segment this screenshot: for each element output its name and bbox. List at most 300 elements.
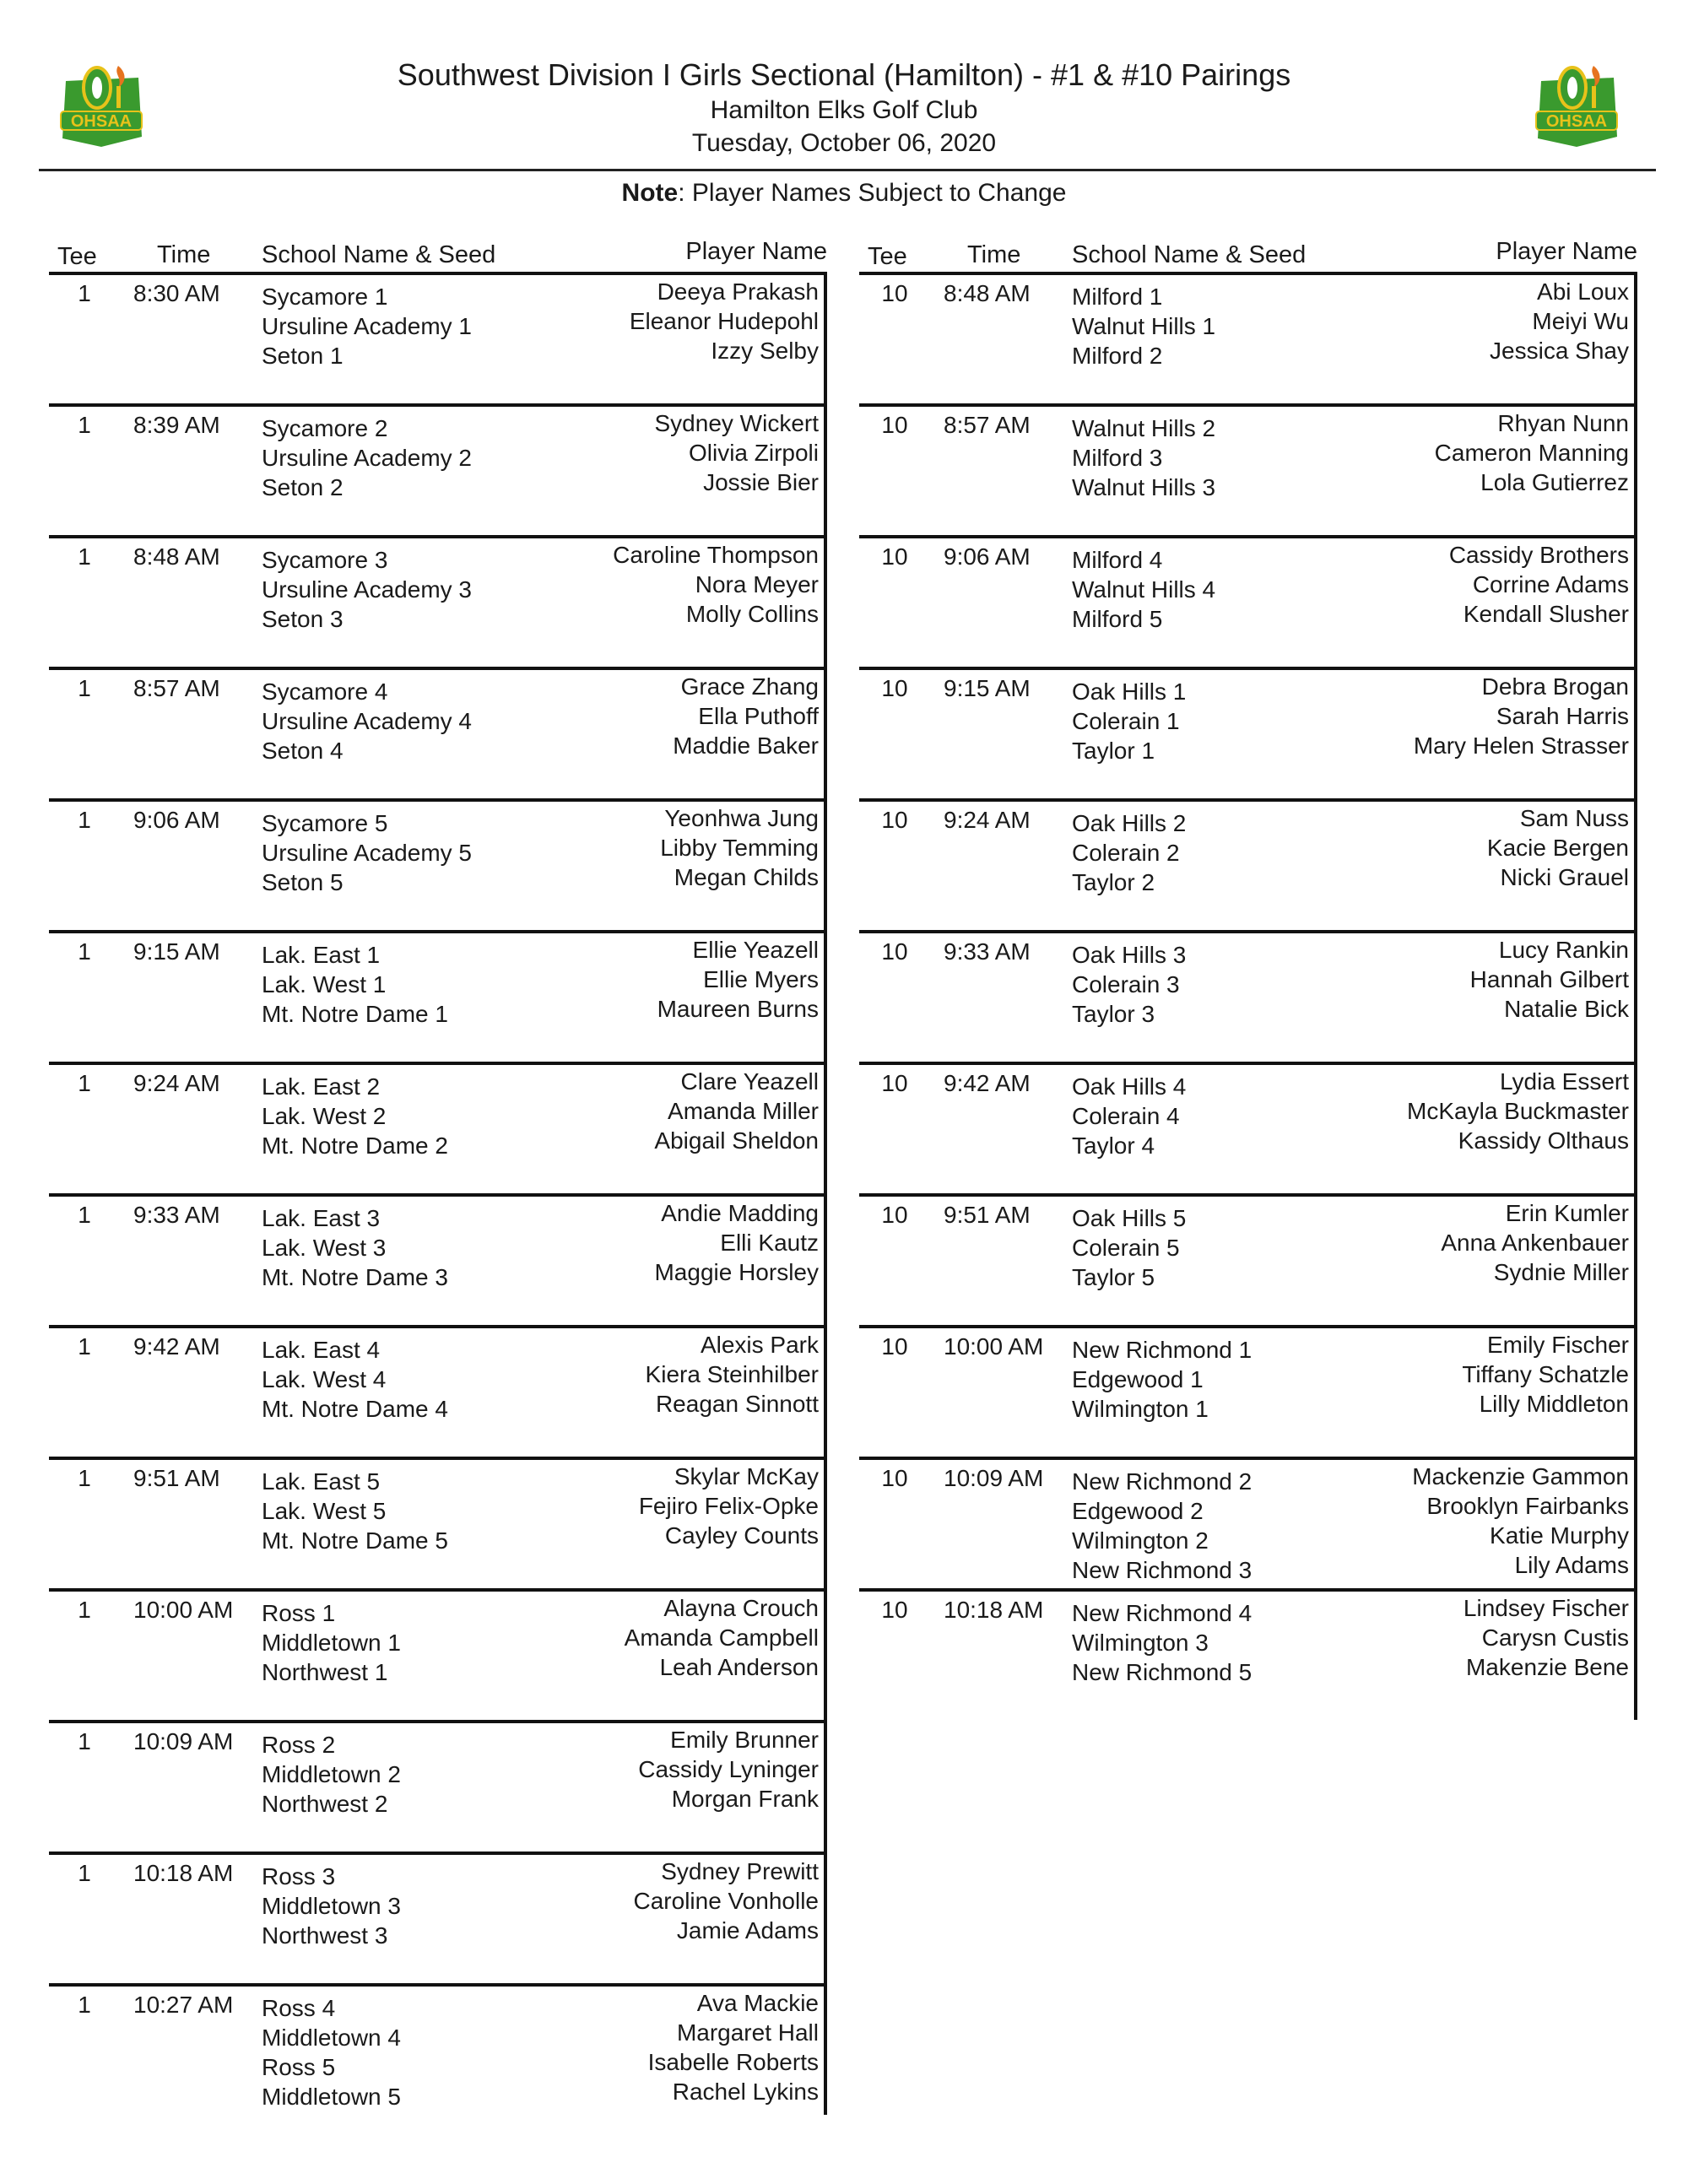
player-list: [646, 1330, 819, 1419]
player-name: Mackenzie Gammon: [1412, 1463, 1629, 1489]
player-name: Amanda Campbell: [624, 1624, 819, 1651]
tee-time: 8:57 AM: [944, 412, 1031, 438]
player-list: [1490, 277, 1629, 365]
tee-number: 1: [78, 938, 91, 965]
pairing-group: [859, 798, 1634, 930]
school-seed: Lak. East 4: [262, 1337, 381, 1363]
tee-number: 1: [78, 412, 91, 438]
player-name: Ava Mackie: [696, 1990, 819, 2016]
school-seed: New Richmond 3: [1072, 1557, 1252, 1583]
school-list: [262, 545, 472, 634]
pairing-group: [49, 1457, 824, 1588]
school-seed: Lak. East 1: [262, 942, 381, 968]
school-seed: Sycamore 5: [262, 810, 388, 836]
player-name: Molly Collins: [685, 601, 819, 627]
school-seed: Wilmington 3: [1072, 1630, 1209, 1656]
player-name: Kiera Steinhilber: [645, 1361, 819, 1387]
player-list: [1470, 935, 1629, 1024]
tee-number: 10: [881, 412, 908, 438]
tee-number: 1: [78, 1860, 91, 1886]
player-list: [1414, 672, 1629, 760]
pairing-group: [859, 1193, 1634, 1325]
school-seed: Lak. West 3: [262, 1235, 387, 1261]
player-name: Debra Brogan: [1481, 673, 1629, 700]
school-seed: Seton 3: [262, 606, 344, 632]
logo-text: OHSAA: [1545, 112, 1608, 131]
tee-time: 9:33 AM: [944, 938, 1031, 965]
school-seed: Ross 3: [262, 1863, 336, 1889]
school-seed: Taylor 4: [1072, 1133, 1155, 1159]
player-name: Emily Fischer: [1486, 1332, 1629, 1358]
player-name: Clare Yeazell: [680, 1068, 819, 1095]
school-seed: Colerain 3: [1072, 971, 1180, 997]
tee-number: 1: [78, 807, 91, 833]
tee-time: 8:39 AM: [133, 412, 220, 438]
player-name: Maggie Horsley: [654, 1259, 819, 1285]
player-name: Lilly Middleton: [1479, 1391, 1629, 1417]
tee-number: 1: [78, 1465, 91, 1491]
player-list: [1435, 408, 1629, 497]
school-list: [1072, 545, 1215, 634]
player-name: Lily Adams: [1514, 1552, 1629, 1578]
player-name: Jessica Shay: [1490, 338, 1629, 364]
player-name: Isabelle Roberts: [647, 2049, 819, 2075]
school-seed: Ross 1: [262, 1600, 336, 1626]
player-name: Cassidy Lyninger: [638, 1756, 819, 1782]
header-tee: Tee: [868, 243, 907, 270]
tee-number: 10: [881, 675, 908, 701]
school-seed: Ursuline Academy 1: [262, 313, 473, 339]
player-name: McKayla Buckmaster: [1407, 1098, 1629, 1124]
pairing-group: [49, 403, 824, 535]
player-name: Leah Anderson: [659, 1654, 819, 1680]
player-name: Fejiro Felix-Opke: [638, 1493, 819, 1519]
player-name: Izzy Selby: [711, 338, 819, 364]
school-seed: Middletown 2: [262, 1761, 401, 1787]
school-list: [262, 1993, 401, 2111]
school-seed: Colerain 2: [1072, 840, 1180, 866]
player-name: Mary Helen Strasser: [1413, 733, 1629, 759]
tee-time: 10:00 AM: [944, 1333, 1044, 1360]
tee-number: 10: [881, 1465, 908, 1491]
pairing-group: [49, 798, 824, 930]
school-seed: Oak Hills 3: [1072, 942, 1187, 968]
school-seed: Colerain 1: [1072, 708, 1180, 734]
player-list: [648, 1988, 819, 2106]
player-name: Anna Ankenbauer: [1441, 1230, 1629, 1256]
player-name: Corrine Adams: [1472, 571, 1629, 597]
school-seed: Ursuline Academy 2: [262, 445, 473, 471]
school-seed: Wilmington 2: [1072, 1527, 1209, 1554]
header-player: Player Name: [1496, 238, 1637, 265]
header-time: Time: [157, 241, 211, 268]
player-list: [655, 408, 820, 497]
pairing-group: [49, 1852, 824, 1983]
school-seed: Milford 3: [1072, 445, 1163, 471]
school-seed: Sycamore 4: [262, 678, 388, 705]
school-seed: Northwest 2: [262, 1791, 388, 1817]
tee-number: 1: [78, 1333, 91, 1360]
tee-time: 9:33 AM: [133, 1202, 220, 1228]
school-seed: Lak. East 3: [262, 1205, 381, 1231]
tee-number: 10: [881, 543, 908, 570]
school-seed: Lak. East 2: [262, 1073, 381, 1100]
player-list: [660, 803, 819, 892]
player-name: Sydney Wickert: [654, 410, 819, 436]
school-seed: Seton 4: [262, 738, 344, 764]
player-name: Amanda Miller: [668, 1098, 819, 1124]
school-list: [262, 1598, 401, 1687]
school-seed: New Richmond 5: [1072, 1659, 1252, 1685]
school-seed: Mt. Notre Dame 4: [262, 1396, 448, 1422]
player-name: Emily Brunner: [670, 1727, 819, 1753]
note-text: : Player Names Subject to Change: [678, 179, 1067, 207]
pairing-group: [49, 1720, 824, 1852]
tee-number: 10: [881, 280, 908, 306]
player-list: [613, 540, 819, 629]
player-name: Alayna Crouch: [663, 1595, 819, 1621]
tee-number: 1: [78, 543, 91, 570]
tee-number: 10: [881, 938, 908, 965]
header-divider: [39, 169, 1656, 171]
player-list: [638, 1725, 819, 1814]
player-name: Tiffany Schatzle: [1462, 1361, 1629, 1387]
school-list: [262, 1203, 448, 1292]
tee-1-column: [49, 238, 827, 2115]
note: [0, 179, 1688, 208]
player-list: [1412, 1462, 1629, 1580]
player-list: [654, 1198, 819, 1287]
player-list: [1449, 540, 1629, 629]
player-name: Cameron Manning: [1434, 440, 1629, 466]
school-list: [1072, 940, 1186, 1029]
player-name: Kassidy Olthaus: [1458, 1127, 1629, 1154]
pairings-list: [49, 272, 827, 2115]
tee-number: 10: [881, 1202, 908, 1228]
player-name: Lola Gutierrez: [1480, 469, 1629, 495]
school-seed: Milford 4: [1072, 547, 1163, 573]
school-seed: Middletown 3: [262, 1893, 401, 1919]
school-list: [1072, 1335, 1252, 1424]
school-list: [1072, 1467, 1252, 1585]
player-list: [1463, 1593, 1629, 1682]
player-name: Lydia Essert: [1499, 1068, 1629, 1095]
school-seed: Northwest 1: [262, 1659, 388, 1685]
tee-number: 1: [78, 1070, 91, 1096]
school-seed: Sycamore 1: [262, 284, 388, 310]
player-name: Lucy Rankin: [1498, 937, 1629, 963]
player-name: Yeonhwa Jung: [664, 805, 819, 831]
tee-10-column: [859, 238, 1637, 1720]
school-seed: Taylor 1: [1072, 738, 1155, 764]
tee-time: 9:15 AM: [133, 938, 220, 965]
pairing-group: [859, 1457, 1634, 1588]
player-name: Elli Kautz: [720, 1230, 819, 1256]
school-seed: Taylor 3: [1072, 1001, 1155, 1027]
school-seed: Seton 1: [262, 343, 344, 369]
player-name: Meiyi Wu: [1532, 308, 1629, 334]
school-seed: Middletown 5: [262, 2084, 401, 2110]
school-seed: Ross 2: [262, 1732, 336, 1758]
school-seed: Mt. Notre Dame 1: [262, 1001, 448, 1027]
tee-time: 8:48 AM: [944, 280, 1031, 306]
header-school: School Name & Seed: [262, 241, 496, 268]
player-list: [673, 672, 819, 760]
player-name: Sydnie Miller: [1493, 1259, 1629, 1285]
column-header: [859, 238, 1637, 272]
player-name: Kacie Bergen: [1486, 835, 1629, 861]
player-name: Ellie Myers: [703, 966, 819, 992]
school-list: [1072, 808, 1186, 897]
player-name: Nicki Grauel: [1500, 864, 1629, 890]
school-list: [262, 808, 472, 897]
player-name: Abigail Sheldon: [654, 1127, 819, 1154]
player-name: Nora Meyer: [695, 571, 819, 597]
player-name: Jossie Bier: [703, 469, 819, 495]
tee-time: 8:57 AM: [133, 675, 220, 701]
player-name: Andie Madding: [661, 1200, 819, 1226]
school-seed: Milford 2: [1072, 343, 1163, 369]
school-list: [1072, 1598, 1252, 1687]
player-name: Margaret Hall: [676, 2019, 819, 2046]
player-name: Rhyan Nunn: [1497, 410, 1629, 436]
tee-number: 1: [78, 1202, 91, 1228]
note-label: Note: [621, 179, 679, 207]
tee-time: 9:24 AM: [944, 807, 1031, 833]
school-seed: Seton 2: [262, 474, 344, 500]
school-seed: New Richmond 1: [1072, 1337, 1252, 1363]
school-seed: New Richmond 4: [1072, 1600, 1252, 1626]
school-seed: Ross 5: [262, 2054, 336, 2080]
logo-text: OHSAA: [70, 112, 133, 131]
school-seed: Oak Hills 1: [1072, 678, 1187, 705]
pairing-group: [859, 667, 1634, 798]
pairing-group: [49, 1983, 824, 2115]
school-seed: Northwest 3: [262, 1922, 388, 1949]
pairing-group: [859, 1325, 1634, 1457]
player-list: [1462, 1330, 1629, 1419]
school-list: [262, 1467, 448, 1555]
school-seed: Sycamore 2: [262, 415, 388, 441]
player-list: [1441, 1198, 1629, 1287]
player-list: [1487, 803, 1629, 892]
school-list: [1072, 1203, 1186, 1292]
player-list: [1407, 1067, 1629, 1155]
tee-time: 9:51 AM: [944, 1202, 1031, 1228]
player-name: Sam Nuss: [1519, 805, 1629, 831]
school-seed: Oak Hills 4: [1072, 1073, 1187, 1100]
school-seed: Mt. Notre Dame 5: [262, 1527, 448, 1554]
player-name: Alexis Park: [700, 1332, 819, 1358]
tee-time: 9:15 AM: [944, 675, 1031, 701]
tee-number: 10: [881, 1070, 908, 1096]
player-name: Deeya Prakash: [657, 278, 819, 305]
tee-number: 1: [78, 1992, 91, 2018]
pairing-group: [49, 667, 824, 798]
tee-number: 1: [78, 280, 91, 306]
school-list: [262, 414, 472, 502]
player-name: Sarah Harris: [1496, 703, 1629, 729]
school-seed: Lak. West 2: [262, 1103, 387, 1129]
pairing-group: [49, 1325, 824, 1457]
school-list: [262, 282, 472, 370]
school-seed: Walnut Hills 2: [1072, 415, 1216, 441]
school-seed: Mt. Notre Dame 2: [262, 1133, 448, 1159]
school-seed: Walnut Hills 4: [1072, 576, 1216, 603]
school-list: [1072, 677, 1186, 765]
tee-time: 10:18 AM: [133, 1860, 234, 1886]
school-seed: Lak. East 5: [262, 1468, 381, 1495]
school-seed: Lak. West 1: [262, 971, 387, 997]
player-name: Carysn Custis: [1481, 1624, 1629, 1651]
school-seed: Colerain 5: [1072, 1235, 1180, 1261]
pairing-group: [859, 930, 1634, 1062]
header-tee: Tee: [57, 243, 97, 270]
player-list: [654, 1067, 819, 1155]
school-seed: Walnut Hills 1: [1072, 313, 1216, 339]
school-list: [1072, 414, 1215, 502]
school-seed: Milford 5: [1072, 606, 1163, 632]
player-name: Hannah Gilbert: [1469, 966, 1629, 992]
school-seed: Ursuline Academy 4: [262, 708, 473, 734]
tee-number: 1: [78, 1728, 91, 1754]
player-list: [657, 935, 819, 1024]
player-name: Kendall Slusher: [1463, 601, 1629, 627]
player-name: Maureen Burns: [657, 996, 819, 1022]
school-seed: Walnut Hills 3: [1072, 474, 1216, 500]
page-title: Southwest Division I Girls Sectional (Hamilton) - #1 & #10 Pairings: [397, 57, 1291, 92]
player-name: Jamie Adams: [676, 1917, 819, 1943]
pairing-group: [859, 535, 1634, 667]
tee-time: 9:24 AM: [133, 1070, 220, 1096]
tee-number: 1: [78, 675, 91, 701]
header-school: School Name & Seed: [1072, 241, 1307, 268]
pairing-group: [859, 1588, 1634, 1720]
player-name: Eleanor Hudepohl: [629, 308, 819, 334]
player-name: Natalie Bick: [1504, 996, 1629, 1022]
pairing-group: [49, 272, 824, 403]
school-seed: Oak Hills 2: [1072, 810, 1187, 836]
player-name: Olivia Zirpoli: [688, 440, 819, 466]
player-name: Katie Murphy: [1490, 1522, 1629, 1549]
school-seed: Middletown 4: [262, 2025, 401, 2051]
tee-time: 9:42 AM: [944, 1070, 1031, 1096]
tee-time: 10:09 AM: [944, 1465, 1044, 1491]
player-name: Ella Puthoff: [698, 703, 819, 729]
pairing-group: [49, 535, 824, 667]
tee-time: 9:06 AM: [944, 543, 1031, 570]
school-list: [262, 1072, 448, 1160]
player-name: Skylar McKay: [674, 1463, 819, 1489]
player-name: Sydney Prewitt: [661, 1858, 819, 1884]
school-seed: Ursuline Academy 3: [262, 576, 473, 603]
player-name: Makenzie Bene: [1465, 1654, 1629, 1680]
school-seed: Seton 5: [262, 869, 344, 895]
school-seed: Colerain 4: [1072, 1103, 1180, 1129]
school-seed: Oak Hills 5: [1072, 1205, 1187, 1231]
player-name: Ellie Yeazell: [692, 937, 819, 963]
event-date: Tuesday, October 06, 2020: [691, 129, 997, 157]
tee-time: 8:30 AM: [133, 280, 220, 306]
player-name: Reagan Sinnott: [655, 1391, 819, 1417]
pairing-group: [859, 403, 1634, 535]
school-seed: Middletown 1: [262, 1630, 401, 1656]
school-list: [1072, 1072, 1186, 1160]
pairing-group: [859, 1062, 1634, 1193]
column-header: [49, 238, 827, 272]
tee-time: 8:48 AM: [133, 543, 220, 570]
player-list: [625, 1593, 819, 1682]
pairing-group: [49, 1588, 824, 1720]
header-time: Time: [967, 241, 1021, 268]
player-name: Morgan Frank: [671, 1786, 819, 1812]
school-seed: Ross 4: [262, 1995, 336, 2021]
school-seed: Taylor 2: [1072, 869, 1155, 895]
venue: Hamilton Elks Golf Club: [710, 96, 978, 124]
school-list: [262, 1862, 401, 1950]
school-seed: Ursuline Academy 5: [262, 840, 473, 866]
player-name: Cassidy Brothers: [1448, 542, 1629, 568]
school-seed: Taylor 5: [1072, 1264, 1155, 1290]
tee-time: 9:42 AM: [133, 1333, 220, 1360]
school-seed: Lak. West 5: [262, 1498, 387, 1524]
school-seed: Lak. West 4: [262, 1366, 387, 1392]
school-list: [262, 677, 472, 765]
header-player: Player Name: [685, 238, 827, 265]
school-seed: Edgewood 1: [1072, 1366, 1204, 1392]
player-list: [634, 1857, 820, 1945]
player-list: [639, 1462, 819, 1550]
tee-time: 10:00 AM: [133, 1597, 234, 1623]
school-seed: New Richmond 2: [1072, 1468, 1252, 1495]
player-name: Abi Loux: [1537, 278, 1629, 305]
player-name: Rachel Lykins: [672, 2079, 819, 2105]
school-list: [262, 940, 448, 1029]
tee-number: 10: [881, 1333, 908, 1360]
tee-number: 10: [881, 1597, 908, 1623]
tee-time: 9:06 AM: [133, 807, 220, 833]
school-seed: Milford 1: [1072, 284, 1163, 310]
player-name: Megan Childs: [674, 864, 819, 890]
tee-time: 10:18 AM: [944, 1597, 1044, 1623]
school-list: [262, 1335, 448, 1424]
player-name: Brooklyn Fairbanks: [1426, 1493, 1629, 1519]
school-list: [1072, 282, 1215, 370]
school-seed: Mt. Notre Dame 3: [262, 1264, 448, 1290]
pairing-group: [859, 272, 1634, 403]
pairings-list: [859, 272, 1637, 1720]
pairing-group: [49, 930, 824, 1062]
player-name: Grace Zhang: [680, 673, 819, 700]
school-seed: Sycamore 3: [262, 547, 388, 573]
school-seed: Edgewood 2: [1072, 1498, 1204, 1524]
player-name: Maddie Baker: [673, 733, 819, 759]
tee-number: 10: [881, 807, 908, 833]
player-name: Caroline Thompson: [613, 542, 819, 568]
player-list: [630, 277, 819, 365]
player-name: Caroline Vonholle: [633, 1888, 819, 1914]
tee-time: 9:51 AM: [133, 1465, 220, 1491]
player-name: Cayley Counts: [664, 1522, 819, 1549]
tee-time: 10:27 AM: [133, 1992, 234, 2018]
tee-number: 1: [78, 1597, 91, 1623]
player-name: Libby Temming: [660, 835, 819, 861]
player-name: Erin Kumler: [1505, 1200, 1629, 1226]
player-name: Lindsey Fischer: [1463, 1595, 1629, 1621]
school-list: [262, 1730, 401, 1819]
pairing-group: [49, 1193, 824, 1325]
school-seed: Wilmington 1: [1072, 1396, 1209, 1422]
